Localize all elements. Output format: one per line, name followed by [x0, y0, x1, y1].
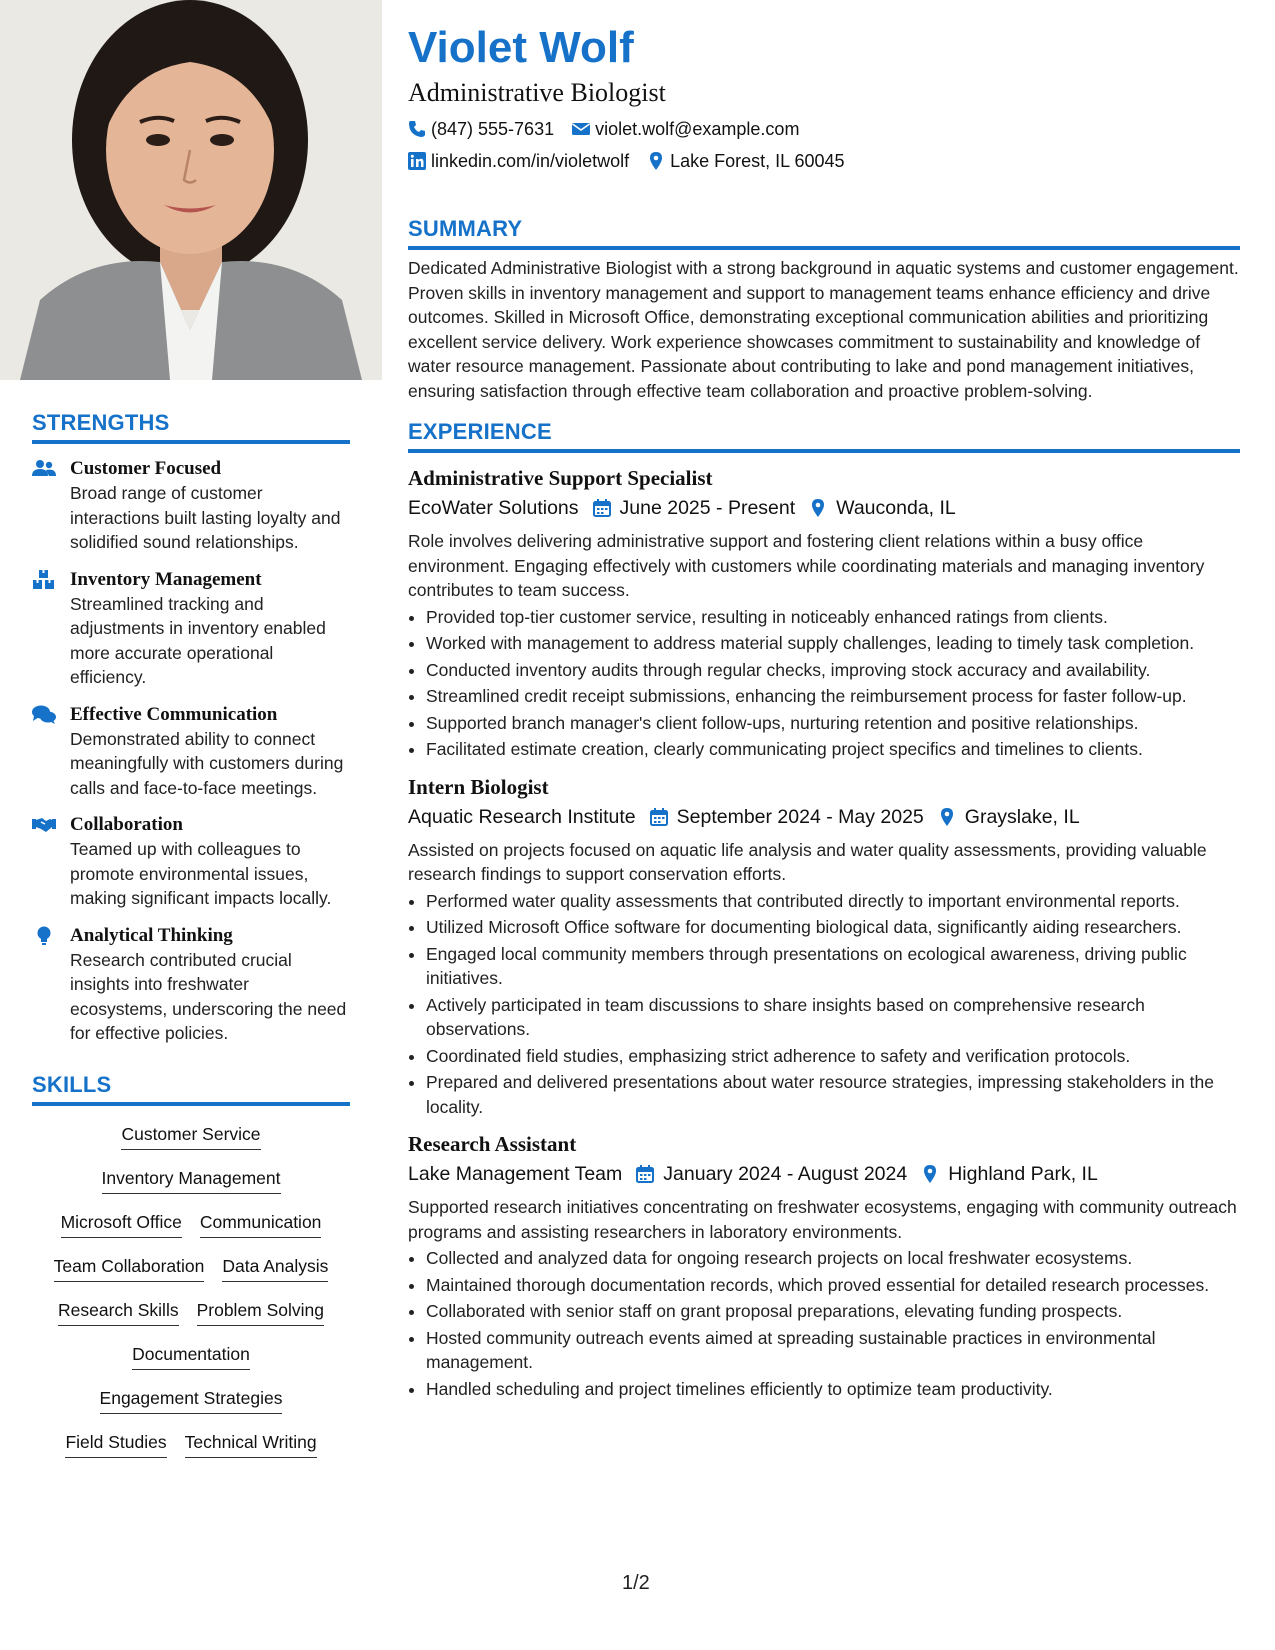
candidate-name: Violet Wolf — [408, 23, 634, 72]
location-contact — [647, 148, 844, 174]
strength-item — [32, 703, 350, 801]
skill-tag: Problem Solving — [197, 1300, 324, 1326]
strength-title: Analytical Thinking — [70, 924, 233, 946]
summary-text: Dedicated Administrative Biologist with a strong background in aquatic systems and customer engagement. Proven skills in inventory management and support to management teams enhance efficiency and drive outcomes. Skilled in Microsoft Office, demonstrating exceptional communication abilities and prioritizing excellent service delivery. Work experience showcases commitment to sustainability and knowledge of water resource management. Passionate about contributing to lake and pond management initiatives, ensuring satisfaction through effective team collaboration and proactive problem-solving. — [408, 258, 1239, 401]
job-location: Wauconda, IL — [836, 497, 956, 519]
map-pin-icon — [809, 499, 827, 517]
bullet-item: • Performed water quality assessments that contributed directly to important environmental reports. — [426, 889, 1240, 914]
lightbulb-icon — [32, 926, 56, 946]
company-name: Lake Management Team — [408, 1163, 623, 1185]
envelope-icon — [572, 120, 590, 138]
job-dates: September 2024 - May 2025 — [676, 805, 924, 828]
email-contact[interactable] — [572, 116, 799, 142]
job-entry — [408, 463, 1240, 762]
bullet-item: • Prepared and delivered presentations about water resource strategies, impressing stakeholders in the locality. — [426, 1070, 1240, 1119]
phone-contact[interactable] — [408, 116, 554, 142]
job-bullets — [408, 889, 1240, 1120]
location-text: Lake Forest, IL 60045 — [670, 151, 845, 171]
strength-item — [32, 813, 350, 911]
skill-tag: Communication — [200, 1212, 322, 1238]
map-pin-icon — [938, 808, 956, 826]
strength-title: Inventory Management — [70, 568, 262, 590]
skill-tag: Data Analysis — [222, 1256, 328, 1282]
skill-tag: Documentation — [132, 1344, 250, 1370]
job-dates: June 2025 - Present — [619, 497, 796, 519]
comments-icon — [32, 705, 56, 725]
map-pin-icon — [647, 152, 665, 170]
job-title: Administrative Support Specialist — [408, 466, 713, 490]
company-name: EcoWater Solutions — [408, 497, 579, 519]
job-entry — [408, 772, 1240, 1120]
sidebar — [0, 0, 382, 1650]
strength-title: Effective Communication — [70, 703, 278, 725]
users-icon — [32, 459, 56, 479]
bullet-item: • Collected and analyzed data for ongoing research projects on local freshwater ecosystems. — [426, 1246, 1240, 1271]
job-title: Intern Biologist — [408, 774, 549, 799]
skill-tag: Inventory Management — [102, 1168, 281, 1194]
skill-tag: Microsoft Office — [61, 1212, 182, 1238]
experience-heading: EXPERIENCE — [408, 419, 1240, 453]
skill-tag: Research Skills — [58, 1300, 179, 1326]
skills-list — [32, 1124, 350, 1458]
bullet-item: • Worked with management to address material supply challenges, leading to timely task completion. — [426, 631, 1240, 656]
skill-tag: Technical Writing — [185, 1432, 317, 1458]
strength-title: Customer Focused — [70, 458, 222, 479]
bullet-item: • Streamlined credit receipt submissions, enhancing the reimbursement process for faster follow-up. — [426, 684, 1240, 709]
bullet-item: • Maintained thorough documentation records, which proved essential for detailed research processes. — [426, 1273, 1240, 1298]
profile-photo — [0, 0, 382, 380]
skill-tag: Engagement Strategies — [100, 1388, 283, 1414]
bullet-item: • Coordinated field studies, emphasizing strict adherence to safety and verification protocols. — [426, 1044, 1240, 1069]
linkedin-icon — [408, 152, 426, 170]
phone-text: (847) 555-7631 — [431, 119, 555, 139]
strength-item — [32, 924, 350, 1046]
summary-heading: SUMMARY — [408, 216, 1240, 250]
strengths-heading: STRENGTHS — [32, 410, 350, 444]
phone-icon — [408, 120, 426, 138]
bullet-item: • Collaborated with senior staff on grant proposal preparations, elevating funding prospects. — [426, 1299, 1240, 1324]
handshake-icon — [32, 815, 56, 835]
company-name: Aquatic Research Institute — [408, 805, 636, 828]
bullet-item: • Actively participated in team discussions to share insights based on comprehensive research observations. — [426, 993, 1240, 1042]
job-title: Research Assistant — [408, 1132, 577, 1156]
calendar-icon — [650, 808, 668, 826]
strength-description: Demonstrated ability to connect meaningfully with customers during calls and face-to-face meetings. — [70, 728, 344, 798]
bullet-item: • Conducted inventory audits through regular checks, improving stock accuracy and availability. — [426, 658, 1240, 683]
strength-description: Teamed up with colleagues to promote environmental issues, making significant impacts locally. — [70, 839, 332, 908]
bullet-item: • Facilitated estimate creation, clearly communicating project specifics and timelines to clients. — [426, 737, 1240, 762]
bullet-item: • Hosted community outreach events aimed at spreading sustainable practices in environmental management. — [426, 1326, 1240, 1375]
strength-description: Streamlined tracking and adjustments in inventory enabled more accurate operational efficiency. — [70, 593, 326, 687]
portrait-illustration — [0, 0, 382, 380]
contact-row-2 — [408, 148, 1240, 174]
bullet-item: • Provided top-tier customer service, resulting in noticeably enhanced ratings from clients. — [426, 605, 1240, 630]
job-meta — [408, 802, 1240, 832]
strength-description: Broad range of customer interactions built lasting loyalty and solidified sound relationships. — [70, 483, 341, 552]
skill-tag: Team Collaboration — [54, 1256, 205, 1282]
calendar-icon — [593, 499, 611, 517]
job-location: Highland Park, IL — [948, 1163, 1098, 1185]
strength-item — [32, 568, 350, 690]
skill-tag: Field Studies — [65, 1432, 166, 1458]
job-description: Role involves delivering administrative support and fostering client relations within a busy office environment. Engaging effectively with customers while coordinating materials and managing inventory contributes to team success. — [408, 531, 1205, 600]
job-meta — [408, 1159, 1240, 1189]
bullet-item: • Supported branch manager's client follow-ups, nurturing retention and positive relationships. — [426, 711, 1240, 736]
skill-tag: Customer Service — [121, 1124, 260, 1150]
contact-row — [408, 116, 1240, 142]
main-content — [408, 20, 1240, 1403]
job-bullets — [408, 605, 1240, 762]
email-text: violet.wolf@example.com — [595, 119, 800, 139]
job-location: Grayslake, IL — [964, 805, 1080, 828]
job-description: Assisted on projects focused on aquatic life analysis and water quality assessments, providing valuable research findings to support conservation efforts. — [408, 839, 1207, 884]
linkedin-contact[interactable] — [408, 148, 629, 174]
boxes-icon — [32, 570, 56, 590]
map-pin-icon — [921, 1165, 939, 1183]
strength-title: Collaboration — [70, 814, 183, 835]
strength-description: Research contributed crucial insights into freshwater ecosystems, underscoring the need for effective policies. — [70, 949, 347, 1043]
job-bullets — [408, 1246, 1240, 1401]
candidate-title: Administrative Biologist — [408, 78, 666, 107]
linkedin-text: linkedin.com/in/violetwolf — [431, 151, 630, 171]
job-description: Supported research initiatives concentrating on freshwater ecosystems, engaging with community outreach programs and assisting researchers in laboratory environments. — [408, 1197, 1237, 1242]
job-entry — [408, 1129, 1240, 1401]
strength-item — [32, 457, 350, 555]
page-number: 1/2 — [622, 1572, 650, 1594]
sidebar-content — [32, 410, 350, 1458]
job-meta — [408, 493, 1240, 523]
skills-heading: SKILLS — [32, 1072, 350, 1106]
job-dates: January 2024 - August 2024 — [663, 1163, 908, 1185]
calendar-icon — [636, 1165, 654, 1183]
bullet-item: • Utilized Microsoft Office software for documenting biological data, significantly aiding researchers. — [426, 915, 1240, 940]
bullet-item: • Handled scheduling and project timelines efficiently to optimize team productivity. — [426, 1377, 1240, 1402]
bullet-item: • Engaged local community members through presentations on ecological awareness, driving public initiatives. — [426, 942, 1240, 991]
